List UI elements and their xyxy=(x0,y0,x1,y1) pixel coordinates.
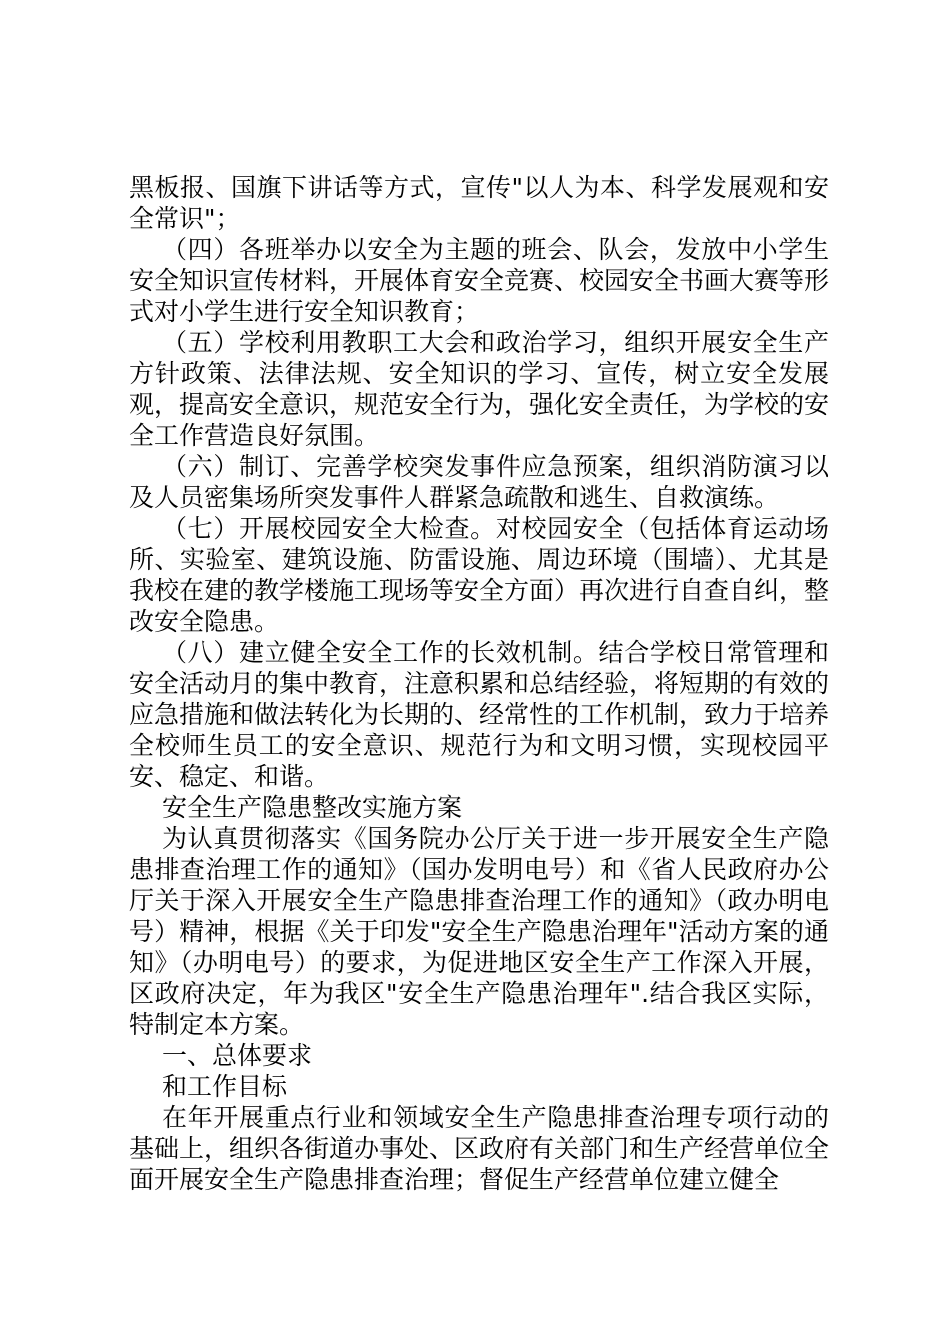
paragraph-intro: 为认真贯彻落实《国务院办公厅关于进一步开展安全生产隐患排查治理工作的通知》（国办发明电号）和《省人民政府办公厅关于深入开展安全生产隐患排查治理工作的通知》（政办明电号）精神，根据《关于印发"安全生产隐患治理年"活动方案的通知》（办明电号）的要求，为促进地区安全生产工作深入开展，区政府决定，年为我区"安全生产隐患治理年".结合我区实际，特制定本方案。 xyxy=(129,824,829,1039)
heading-work-goals: 和工作目标 xyxy=(162,1072,288,1101)
paragraph-item-8: （八）建立健全安全工作的长效机制。结合学校日常管理和安全活动月的集中教育，注意积累和总结经验，将短期的有效的应急措施和做法转化为长期的、经常性的工作机制，致力于培养全校师生员工的安全意识、规范行为和文明习惯，实现校园平安、稳定、和谐。 xyxy=(129,638,830,791)
paragraph-item-7: （七）开展校园安全大检查。对校园安全（包括体育运动场所、实验室、建筑设施、防雷设施、周边环境（围墙）、尤其是我校在建的教学楼施工现场等安全方面）再次进行自查自纠，整改安全隐患。 xyxy=(129,514,830,636)
paragraph-goals-body: 在年开展重点行业和领域安全生产隐患排查治理专项行动的基础上，组织各街道办事处、区政府有关部门和生产经营单位全面开展安全生产隐患排查治理；督促生产经营单位建立健全 xyxy=(129,1103,830,1194)
document-body xyxy=(129,172,829,1195)
paragraph-item-5: （五）学校利用教职工大会和政治学习，组织开展安全生产方针政策、法律法规、安全知识的学习、宣传，树立安全发展观，提高安全意识，规范安全行为，强化安全责任，为学校的安全工作营造良好氛围。 xyxy=(129,328,830,450)
paragraph-item-4: （四）各班举办以安全为主题的班会、队会，发放中小学生安全知识宣传材料，开展体育安全竞赛、校园安全书画大赛等形式对小学生进行安全知识教育； xyxy=(129,235,830,326)
paragraph-item-6: （六）制订、完善学校突发事件应急预案，组织消防演习以及人员密集场所突发事件人群紧急疏散和逃生、自救演练。 xyxy=(129,452,829,512)
paragraph-continuation: 黑板报、国旗下讲话等方式，宣传"以人为本、科学发展观和安全常识"； xyxy=(129,173,829,233)
section-title: 安全生产隐患整改实施方案 xyxy=(162,793,463,822)
heading-general-requirements: 一、总体要求 xyxy=(162,1041,313,1070)
